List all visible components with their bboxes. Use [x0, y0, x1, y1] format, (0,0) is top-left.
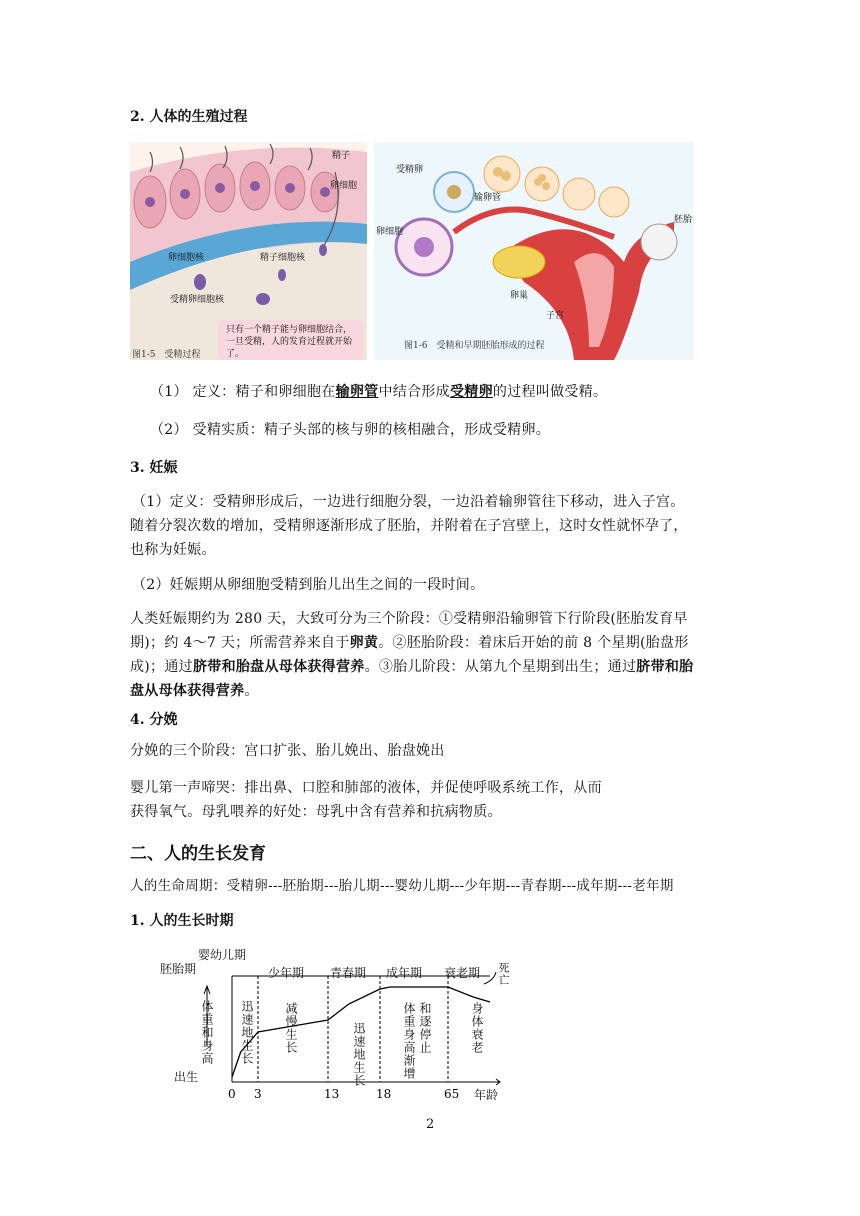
page-number: 2 [426, 1117, 435, 1132]
death-label: 死亡 [497, 962, 510, 986]
section-title-birth: 4. 分娩 [130, 712, 178, 728]
item-number: （1） [150, 384, 188, 400]
period-adolescence: 青春期 [330, 966, 367, 980]
stages-line [130, 679, 259, 704]
definition-text: 定义：精子和卵细胞在 [192, 384, 336, 400]
label-ovary: 卵巢 [510, 291, 529, 301]
stages-line [130, 631, 689, 656]
annotation-rapid-1: 迅速地生长 [240, 1000, 254, 1065]
period-infant: 婴幼儿期 [198, 948, 247, 962]
label-sperm: 精子 [332, 151, 351, 161]
section-title-growth-periods: 1. 人的生长时期 [130, 913, 234, 929]
label-sperm-nucleus: 精子细胞核 [260, 253, 306, 263]
annotation-adult [388, 1002, 432, 1086]
label-fertilized-egg: 受精卵 [396, 165, 424, 175]
label-uterus: 子宫 [546, 311, 565, 321]
fertilization-essence: （2） 受精实质：精子头部的核与卵的核相融合，形成受精卵。 [150, 422, 551, 438]
x-tick-label: 13 [324, 1087, 340, 1101]
pregnancy-definition-line: （1）定义：受精卵形成后，一边进行细胞分裂，一边沿着输卵管往下移动，进入子宫。 [132, 494, 685, 510]
period-childhood: 少年期 [268, 966, 305, 980]
figure-caption-1-6: 图1-6 受精和早期胚胎形成的过程 [404, 341, 545, 351]
stages-line: 人类妊娠期约为 280 天，大致可分为三个阶段：①受精卵沿输卵管下行阶段(胚胎发育早 [130, 611, 688, 627]
stages-text: 。②胚胎阶段：着床后开始的前 8 个星期(胎盘形 [378, 635, 689, 651]
annotation-rapid-2: 迅速地生长 [352, 1022, 366, 1087]
annotation-slow: 减慢生长 [284, 1002, 298, 1054]
term-nutrition: 脐带和胎 [636, 659, 694, 675]
first-cry-line: 婴儿第一声啼哭：排出鼻、口腔和肺部的液体，并促使呼吸系统工作，从而 [130, 780, 602, 796]
term-zygote: 受精卵 [449, 384, 493, 400]
first-cry-line: 获得氧气。母乳喂养的好处：母乳中含有营养和抗病物质。 [130, 804, 502, 820]
pregnancy-definition-line: 也称为妊娠。 [130, 542, 216, 558]
period-adult: 成年期 [386, 966, 423, 980]
x-tick-label: 65 [444, 1087, 460, 1101]
pregnancy-definition-line: 随着分裂次数的增加，受精卵逐渐形成了胚胎，并附着在子宫壁上，这时女性就怀孕了， [130, 518, 688, 534]
term-yolk: 卵黄 [349, 635, 379, 651]
x-tick-label: 0 [228, 1087, 236, 1101]
life-cycle: 人的生命周期：受精卵---胚胎期---胎儿期---婴幼儿期---少年期---青春期---成年期---老年期 [130, 878, 674, 894]
stages-line [130, 655, 693, 680]
term-nutrition: 盘从母体获得营养 [130, 683, 245, 699]
x-axis-label: 年龄 [474, 1088, 499, 1102]
fertilization-definition [150, 380, 607, 405]
x-tick-label: 18 [376, 1087, 392, 1101]
y-axis-label: 体重和身高 [200, 1000, 214, 1065]
definition-text: 中结合形成 [378, 384, 450, 400]
stages-text: 。 [244, 683, 259, 699]
term-nutrition: 脐带和胎盘从母体获得营养 [192, 659, 365, 675]
section-title-growth: 二、人的生长发育 [130, 844, 266, 864]
x-tick-label: 3 [254, 1087, 262, 1101]
section-title-pregnancy: 3. 妊娠 [130, 460, 178, 476]
growth-chart [160, 942, 520, 1108]
label-egg-nucleus: 卵细胞核 [168, 253, 205, 263]
period-embryo: 胚胎期 [160, 962, 197, 976]
death-pointer [484, 972, 496, 984]
annotation-adult-b: 和逐停止 [418, 1002, 432, 1054]
annotation-aging: 身体衰老 [470, 1002, 484, 1054]
pregnancy-period: （2）妊娠期从卵细胞受精到胎儿出生之间的一段时间。 [132, 577, 485, 593]
figure-fertilization [130, 142, 367, 360]
label-egg: 卵细胞 [330, 181, 358, 191]
label-zygote-nucleus: 受精卵细胞核 [170, 295, 225, 305]
label-embryo: 胚胎 [674, 215, 693, 225]
birth-stages: 分娩的三个阶段：宫口扩张、胎儿娩出、胎盘娩出 [130, 743, 445, 759]
label-oviduct: 输卵管 [474, 193, 502, 203]
figure-embryo-formation [374, 142, 694, 360]
period-old-age: 衰老期 [444, 966, 481, 980]
birth-label: 出生 [174, 1070, 199, 1084]
term-oviduct: 输卵管 [335, 384, 379, 400]
fertilization-callout: 只有一个精子能与卵细胞结合，一旦受精，人的发育过程就开始了。 [226, 325, 353, 359]
stages-text: 期)；约 4～7 天；所需营养来自于 [130, 635, 350, 651]
label-egg-cell: 卵细胞 [376, 227, 404, 237]
definition-text: 的过程叫做受精。 [492, 384, 608, 400]
annotation-adult-a: 体重身高渐增 [402, 1002, 416, 1080]
figure-caption-1-5: 图1-5 受精过程 [132, 350, 201, 360]
stages-text: 成)；通过 [130, 659, 193, 675]
section-title-reproduction: 2. 人体的生殖过程 [130, 109, 248, 125]
stages-text: 。③胎儿阶段：从第九个星期到出生；通过 [364, 659, 637, 675]
